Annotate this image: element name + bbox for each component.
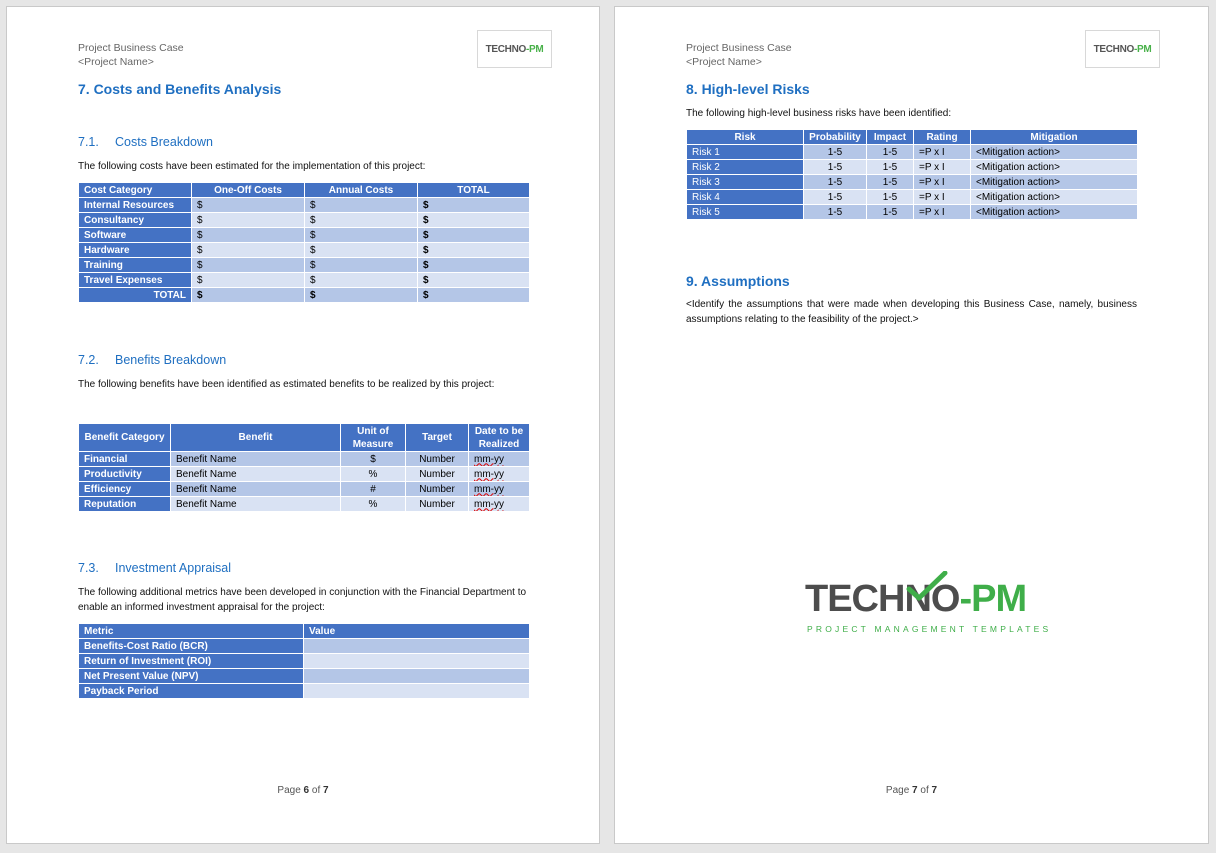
table-row: Productivity Benefit Name % Number mm-yy [79,467,530,482]
col-header: TOTAL [418,183,530,198]
table-row: Financial Benefit Name $ Number mm-yy [79,452,530,467]
table-row: Payback Period [79,684,530,699]
section-8-heading: 8. High-level Risks [686,81,810,97]
col-header: Date to be Realized [469,424,530,452]
table-row: Consultancy $ $ $ [79,213,530,228]
assumptions-text: <Identify the assumptions that were made when developing this Business Case, namely, business assumptions relating to the feasibility of the project.> [686,299,1137,325]
header-logo: TECHNO - PM [477,30,552,68]
col-header: Value [304,624,530,639]
table-row: Net Present Value (NPV) [79,669,530,684]
benefits-table-header [79,424,530,452]
investment-table [78,623,530,699]
total-row: TOTAL $ $ $ [79,288,530,303]
benefits-table [78,423,530,512]
benefits-intro: The following benefits have been identified as estimated benefits to be realized by this project: [78,379,495,390]
header-doc-title: Project Business Case [78,42,184,54]
col-header: Annual Costs [305,183,418,198]
costs-table-header [79,183,530,198]
section-7-3-heading: 7.3. Investment Appraisal [78,561,232,575]
col-header: Metric [79,624,304,639]
risks-table [686,129,1138,220]
table-row: Reputation Benefit Name % Number mm-yy [79,497,530,512]
table-row: Internal Resources $ $ $ [79,198,530,213]
page-footer: Page 7 of 7 [885,785,938,796]
table-row: Training $ $ $ [79,258,530,273]
table-row: Risk 2 1-5 1-5 =P x I <Mitigation action> [687,160,1138,175]
table-row: Return of Investment (ROI) [79,654,530,669]
col-header: Probability [804,130,867,145]
col-header: Impact [867,130,914,145]
table-row: Benefits-Cost Ratio (BCR) [79,639,530,654]
col-header: Target [406,424,469,452]
logo-tagline: PROJECT MANAGEMENT TEMPLATES [807,624,1052,634]
table-row: Hardware $ $ $ [79,243,530,258]
page-header [686,41,792,69]
section-7-2-heading: 7.2. Benefits Breakdown [78,353,227,367]
costs-intro: The following costs have been estimated for the implementation of this project: [78,161,426,172]
header-doc-title: Project Business Case [686,42,792,54]
table-row: Software $ $ $ [79,228,530,243]
col-header: Benefit [171,424,341,452]
header-project-name: <Project Name> [686,56,762,68]
page-header [78,41,184,69]
table-row: Efficiency Benefit Name # Number mm-yy [79,482,530,497]
section-7-1-heading: 7.1. Costs Breakdown [78,135,213,149]
col-header: Benefit Category [79,424,171,452]
investment-table-header [79,624,530,639]
table-row: Risk 4 1-5 1-5 =P x I <Mitigation action> [687,190,1138,205]
col-header: Cost Category [79,183,192,198]
table-row: Risk 1 1-5 1-5 =P x I <Mitigation action> [687,145,1138,160]
page-footer: Page 6 of 7 [277,785,329,796]
investment-intro: The following additional metrics have been developed in conjunction with the Financial Department to enable an informed investment appraisal for the project: [78,587,527,613]
header-project-name: <Project Name> [78,56,154,68]
costs-table [78,182,530,303]
document-page-6 [6,6,600,844]
col-header: One-Off Costs [192,183,305,198]
risks-table-header [687,130,1138,145]
col-header: Risk [687,130,804,145]
header-logo: TECHNO - PM [1085,30,1160,68]
techno-pm-logo: TECHNO-PM PROJECT MANAGEMENT TEMPLATES [805,577,1045,637]
table-row: Risk 5 1-5 1-5 =P x I <Mitigation action> [687,205,1138,220]
table-row: Risk 3 1-5 1-5 =P x I <Mitigation action> [687,175,1138,190]
col-header: Unit of Measure [341,424,406,452]
document-page-7 [614,6,1209,844]
risks-intro: The following high-level business risks have been identified: [686,108,952,119]
checkmark-icon [905,571,949,601]
col-header: Rating [914,130,971,145]
col-header: Mitigation [971,130,1138,145]
table-row: Travel Expenses $ $ $ [79,273,530,288]
section-9-heading: 9. Assumptions [686,273,790,289]
section-7-heading: 7. Costs and Benefits Analysis [78,81,282,97]
